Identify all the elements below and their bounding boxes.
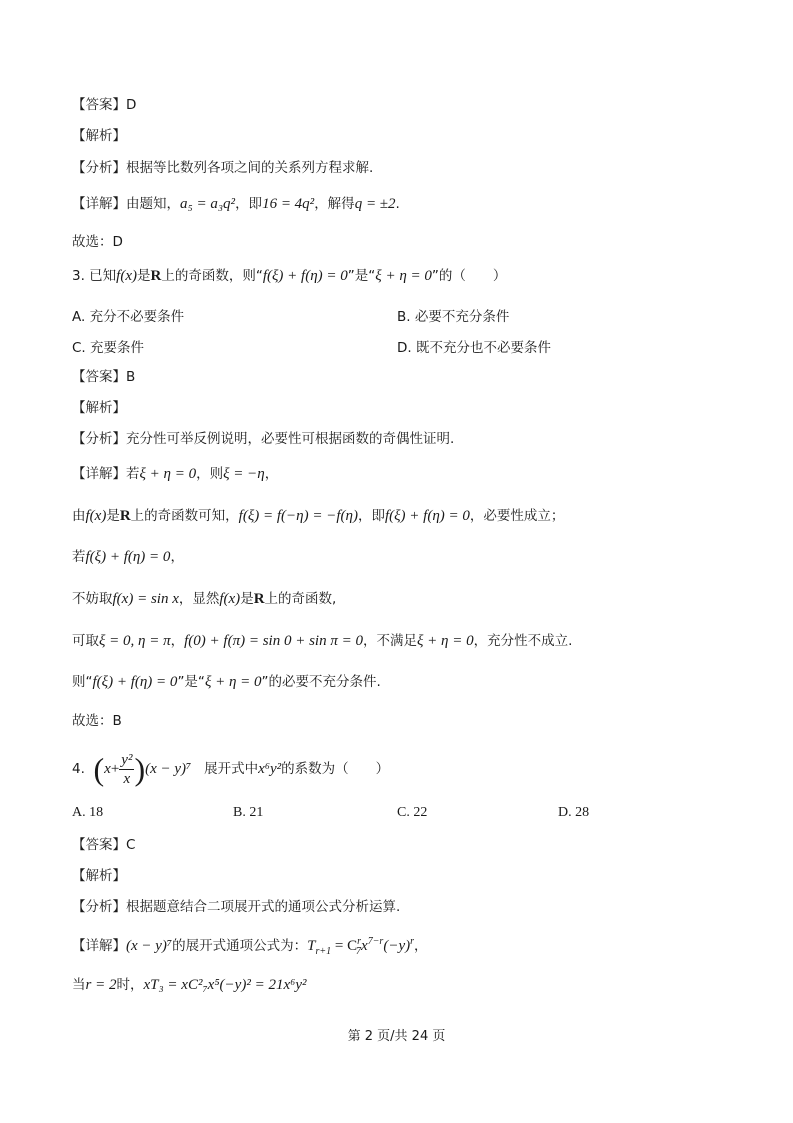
q3-choose: 故选：B <box>72 713 122 729</box>
page-footer: 第 2 页/共 24 页 <box>347 1029 446 1044</box>
q3-analysis-head: 【解析】 <box>72 400 126 416</box>
q4-option-b: B. 21 <box>233 805 264 820</box>
q3-detail-6: 则“f(ξ) + f(η) = 0”是“ξ + η = 0”的必要不充分条件. <box>72 674 381 690</box>
q3-fenxi: 【分析】充分性可举反例说明，必要性可根据函数的奇偶性证明. <box>72 431 455 447</box>
q4-fenxi: 【分析】根据题意结合二项展开式的通项公式分析运算. <box>72 899 401 915</box>
q4-analysis-head: 【解析】 <box>72 868 126 884</box>
q2-detail: 【详解】由题知，a₅ = a₃q²，即16 = 4q²，解得q = ±2. <box>72 196 400 212</box>
q3-detail-2: 由f(x)是R上的奇函数可知，f(ξ) = f(−η) = −f(η)，即f(ξ) + f(η) = 0，必要性成立； <box>72 508 565 524</box>
q3-option-b: B. 必要不充分条件 <box>397 309 510 325</box>
q4-detail-1: 【详解】(x − y)⁷的展开式通项公式为：$T_{r+1} = C^r_7x^{7-r}(-y)^r$， <box>72 936 428 957</box>
q4-stem: 4. (x+ $\frac{\text{y²}}{x}$ )(x − y)⁷ 展开式中x⁶y²的系数为（ ） <box>72 751 390 787</box>
q2-answer: 【答案】D <box>72 97 137 113</box>
q4-detail-2: 当r = 2时，xT₃ = xC²₇x⁵(−y)² = 21x⁶y² <box>72 977 307 993</box>
q4-answer: 【答案】C <box>72 837 136 853</box>
q2-eq1: a₅ = a₃q² <box>180 196 236 212</box>
q2-eq2: 16 = 4q² <box>262 196 315 212</box>
q2-eq3: q = ±2 <box>354 196 396 212</box>
q4-option-a: A. 18 <box>72 805 104 820</box>
q3-option-a: A. 充分不必要条件 <box>72 309 185 325</box>
q3-detail-4: 不妨取f(x) = sin x，显然f(x)是R上的奇函数, <box>72 591 337 607</box>
q3-answer: 【答案】B <box>72 369 136 385</box>
q2-choose: 故选：D <box>72 234 123 250</box>
q4-option-c: C. 22 <box>397 805 428 820</box>
q2-analysis-head: 【解析】 <box>72 128 126 144</box>
q4-general-term: $T_{r+1} = C^r_7x^{7-r}(-y)^r$ <box>307 936 415 957</box>
q3-option-d: D. 既不充分也不必要条件 <box>397 340 551 356</box>
q2-fenxi: 【分析】根据等比数列各项之间的关系列方程求解. <box>72 160 374 176</box>
q3-stem: 3. 已知f(x)是R上的奇函数，则“f(ξ) + f(η) = 0”是“ξ + η = 0”的（ ） <box>72 268 507 284</box>
q4-option-d: D. 28 <box>558 805 590 820</box>
q4-fraction: $\frac{\text{y²}}{x}$ <box>121 751 133 787</box>
q3-detail-5: 可取ξ = 0, η = π，f(0) + f(π) = sin 0 + sin π = 0，不满足ξ + η = 0，充分性不成立. <box>72 633 573 649</box>
q3-detail-3: 若f(ξ) + f(η) = 0， <box>72 549 184 565</box>
q3-option-c: C. 充要条件 <box>72 340 145 356</box>
q3-detail-1: 【详解】若ξ + η = 0，则ξ = −η， <box>72 466 279 482</box>
